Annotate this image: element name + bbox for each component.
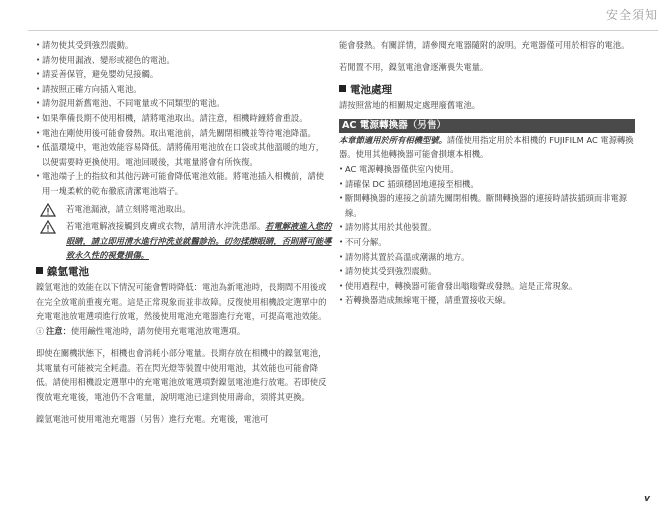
nimh-note: ⓘ 注意：使用鹼性電池時，請勿使用充電電池放電選項。 bbox=[36, 324, 332, 340]
list-item: • 電池端子上的指紋和其他污跡可能會降低電池效能。將電池插入相機前，請使用一塊柔軟的乾布徹底清潔電池端子。 bbox=[36, 169, 332, 198]
list-item: • 請勿將其置於高溫或潮濕的地方。 bbox=[339, 250, 635, 265]
list-item: • 如果準備長期不使用相機，請將電池取出。請注意，相機時鐘將會重設。 bbox=[36, 111, 332, 126]
warning-electrolyte-emphasis: 若電解液進入您的眼睛，請立即用清水進行沖洗並就醫診治。切勿揉擦眼睛，否則將可能導致永久性的視覺損傷。 bbox=[66, 221, 332, 261]
list-item: • 請妥善保管，避免嬰幼兒接觸。 bbox=[36, 67, 332, 82]
list-item: • 請勿使用漏液、變形或褪色的電池。 bbox=[36, 53, 332, 68]
section-title-disposal: 電池處理 bbox=[339, 83, 635, 98]
page-number: v bbox=[644, 494, 650, 505]
nimh-paragraph-3: 鎳氫電池可使用電池充電器（另售）進行充電。充電後，電池可 bbox=[36, 413, 269, 424]
warning-triangle-icon bbox=[40, 203, 56, 217]
left-column bbox=[36, 38, 332, 426]
warning-electrolyte bbox=[36, 219, 332, 263]
battery-precautions-list bbox=[36, 38, 332, 199]
list-item: • 請按照正確方向插入電池。 bbox=[36, 82, 332, 97]
idle-discharge-paragraph: 若閒置不用，鎳氫電池會逐漸喪失電量。 bbox=[339, 61, 489, 72]
section-title-nimh: 鎳氫電池 bbox=[36, 265, 332, 280]
list-item: • 斷開轉換器的連接之前請先關閉相機。斷開轉換器的連接時請拔插頭而非電源線。 bbox=[339, 191, 635, 220]
header-divider bbox=[28, 30, 658, 31]
disposal-text: 請按照當地的相關規定處理廢舊電池。 bbox=[339, 100, 481, 111]
charger-paragraph: 能會發熱。有關詳情，請參閱充電器隨附的說明。充電器僅可用於相容的電池。 bbox=[339, 40, 630, 50]
list-item: • 不可分解。 bbox=[339, 235, 635, 250]
ac-adapter-intro: 本章節適用於所有相機型號。請僅使用指定用於本相機的 FUJIFILM AC 電源轉換器。使用其他轉換器可能會損壞本相機。 bbox=[339, 134, 634, 160]
warning-triangle-icon bbox=[40, 220, 56, 234]
right-column bbox=[339, 38, 635, 308]
list-item: • 使用過程中，轉換器可能會發出嗡嗡聲或發熱。這是正常現象。 bbox=[339, 279, 635, 294]
list-item: • 若轉換器造成無線電干擾，請重置接收天線。 bbox=[339, 293, 635, 308]
list-item: • 請勿將其用於其他裝置。 bbox=[339, 220, 635, 235]
nimh-paragraph-1: 鎳氫電池的效能在以下情況可能會暫時降低：電池為新電池時，長期間不用後或在完全放電前重複充電。這是正常現象而並非故障。反復使用相機設定選單中的充電電池放電選項進行放電，然後使用電池充電器進行充電，可提高電池效能。 bbox=[36, 281, 327, 322]
warning-leak-text: 若電池漏液，請立刻將電池取出。 bbox=[66, 203, 191, 214]
page-header-title: 安全須知 bbox=[605, 8, 658, 22]
list-item: • 低溫環境中，電池效能容易降低。請將備用電池放在口袋或其他溫暖的地方，以便需要時更換使用。電池回暖後，其電量將會有所恢復。 bbox=[36, 140, 332, 169]
list-item: • 請勿使其受到強烈震動。 bbox=[339, 264, 635, 279]
list-item: • 請勿混用新舊電池、不同電量或不同類型的電池。 bbox=[36, 96, 332, 111]
list-item: • 請確保 DC 插頭穩固地連接至相機。 bbox=[339, 177, 635, 192]
warning-electrolyte-text: 若電池電解液接觸到皮膚或衣物，請用清水沖洗患部。 bbox=[66, 221, 266, 232]
section-square-icon bbox=[36, 267, 43, 274]
list-item: • 請勿使其受到強烈震動。 bbox=[36, 38, 332, 53]
warning-leak bbox=[36, 202, 332, 217]
list-item: • AC 電源轉換器僅供室內使用。 bbox=[339, 162, 635, 177]
nimh-paragraph-2: 即使在關機狀態下，相機也會消耗小部分電量。長期存放在相機中的鎳氫電池，其電量有可能被完全耗盡。若在閃光燈等裝置中使用電池，其效能也可能會降低。請使用相機設定選單中的充電電池放電選項對鎳氫電池進行放電。若即使反復放電充電後，電池仍不含電量，說明電池已達到使用壽命，須將其更換。 bbox=[36, 348, 327, 403]
ac-adapter-list bbox=[339, 162, 635, 308]
section-square-icon bbox=[339, 85, 346, 92]
list-item: • 電池在剛使用後可能會發熱。取出電池前，請先關閉相機並等待電池降溫。 bbox=[36, 126, 332, 141]
note-icon: ⓘ bbox=[36, 326, 44, 336]
section-title-ac-adapter: AC 電源轉換器（另售） bbox=[339, 119, 635, 133]
